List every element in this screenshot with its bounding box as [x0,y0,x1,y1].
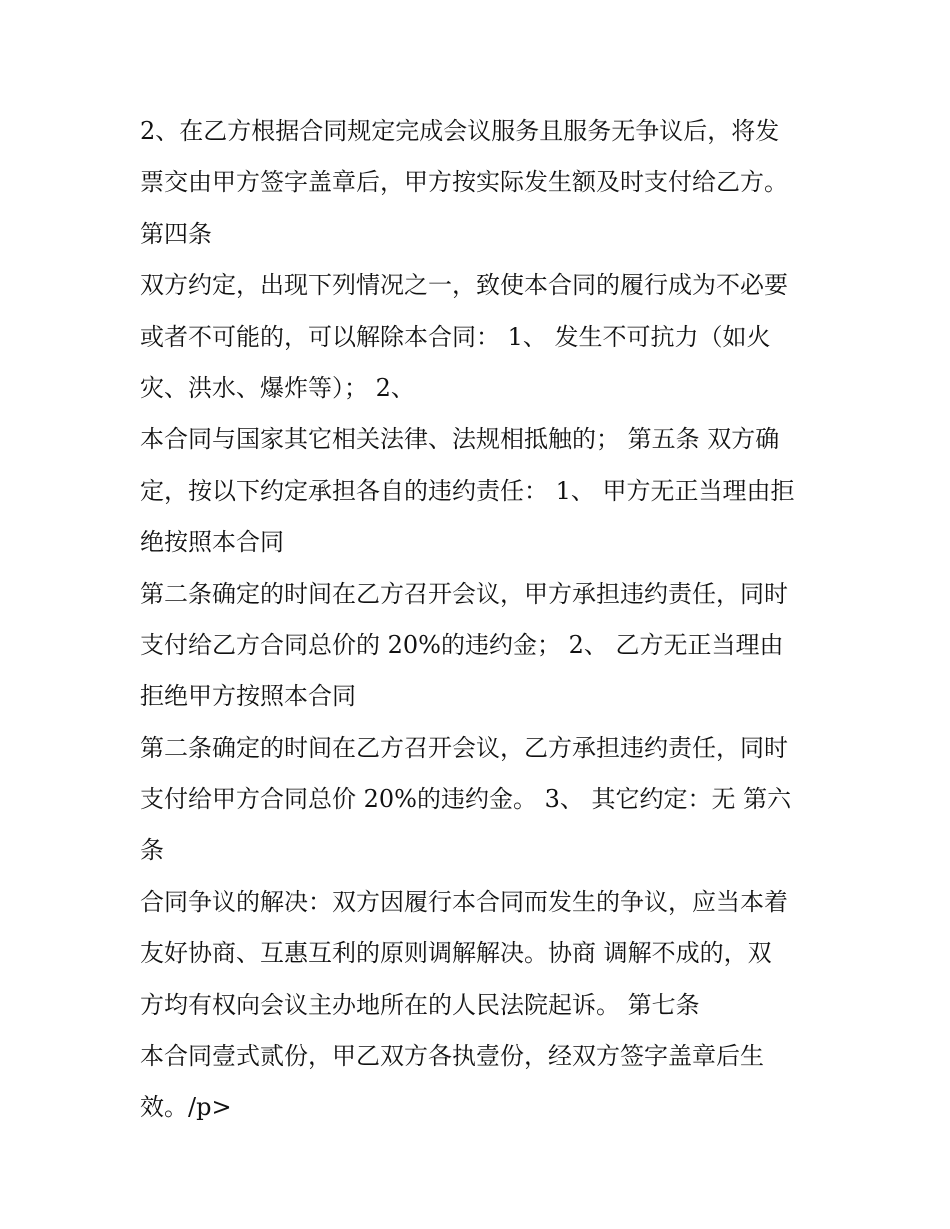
text-line: 方均有权向会议主办地所在的人民法院起诉。 第七条 [140,990,700,1019]
text-line: 第二条确定的时间在乙方召开会议，甲方承担违约责任，同时 [140,579,788,608]
text-line: 本合同壹式贰份，甲乙双方各执壹份，经双方签字盖章后生 [140,1042,764,1071]
contract-body [140,106,820,1134]
text-line: 双方约定，出现下列情况之一，致使本合同的履行成为不必要 [140,271,788,300]
text-line: 2、在乙方根据合同规定完成会议服务且服务无争议后，将发 [140,117,780,145]
text-line: 或者不可能的，可以解除本合同： 1、 发生不可抗力（如火 [140,322,771,351]
text-line: 本合同与国家其它相关法律、法规相抵触的； 第五条 双方确 [140,425,780,454]
text-line: 票交由甲方签字盖章后，甲方按实际发生额及时支付给乙方。 [140,168,788,197]
article-heading: 第四条 [140,219,212,248]
text-line: 灾、洪水、爆炸等）； 2、 [140,373,415,402]
text-line: 友好协商、互惠互利的原则调解解决。协商 调解不成的，双 [140,939,772,968]
text-line: 拒绝甲方按照本合同 [140,682,356,711]
text-line: 绝按照本合同 [140,528,284,557]
text-line: 效。/p> [140,1093,232,1122]
text-line: 支付给甲方合同总价 20%的违约金。 3、 其它约定：无 第六 [140,785,792,814]
text-line: 合同争议的解决：双方因履行本合同而发生的争议，应当本着 [140,887,788,916]
text-line: 第二条确定的时间在乙方召开会议，乙方承担违约责任，同时 [140,733,788,762]
text-line: 支付给乙方合同总价的 20%的违约金； 2、 乙方无正当理由 [140,630,784,659]
text-line: 条 [140,836,164,865]
text-line: 定，按以下约定承担各自的违约责任： 1、 甲方无正当理由拒 [140,476,795,505]
